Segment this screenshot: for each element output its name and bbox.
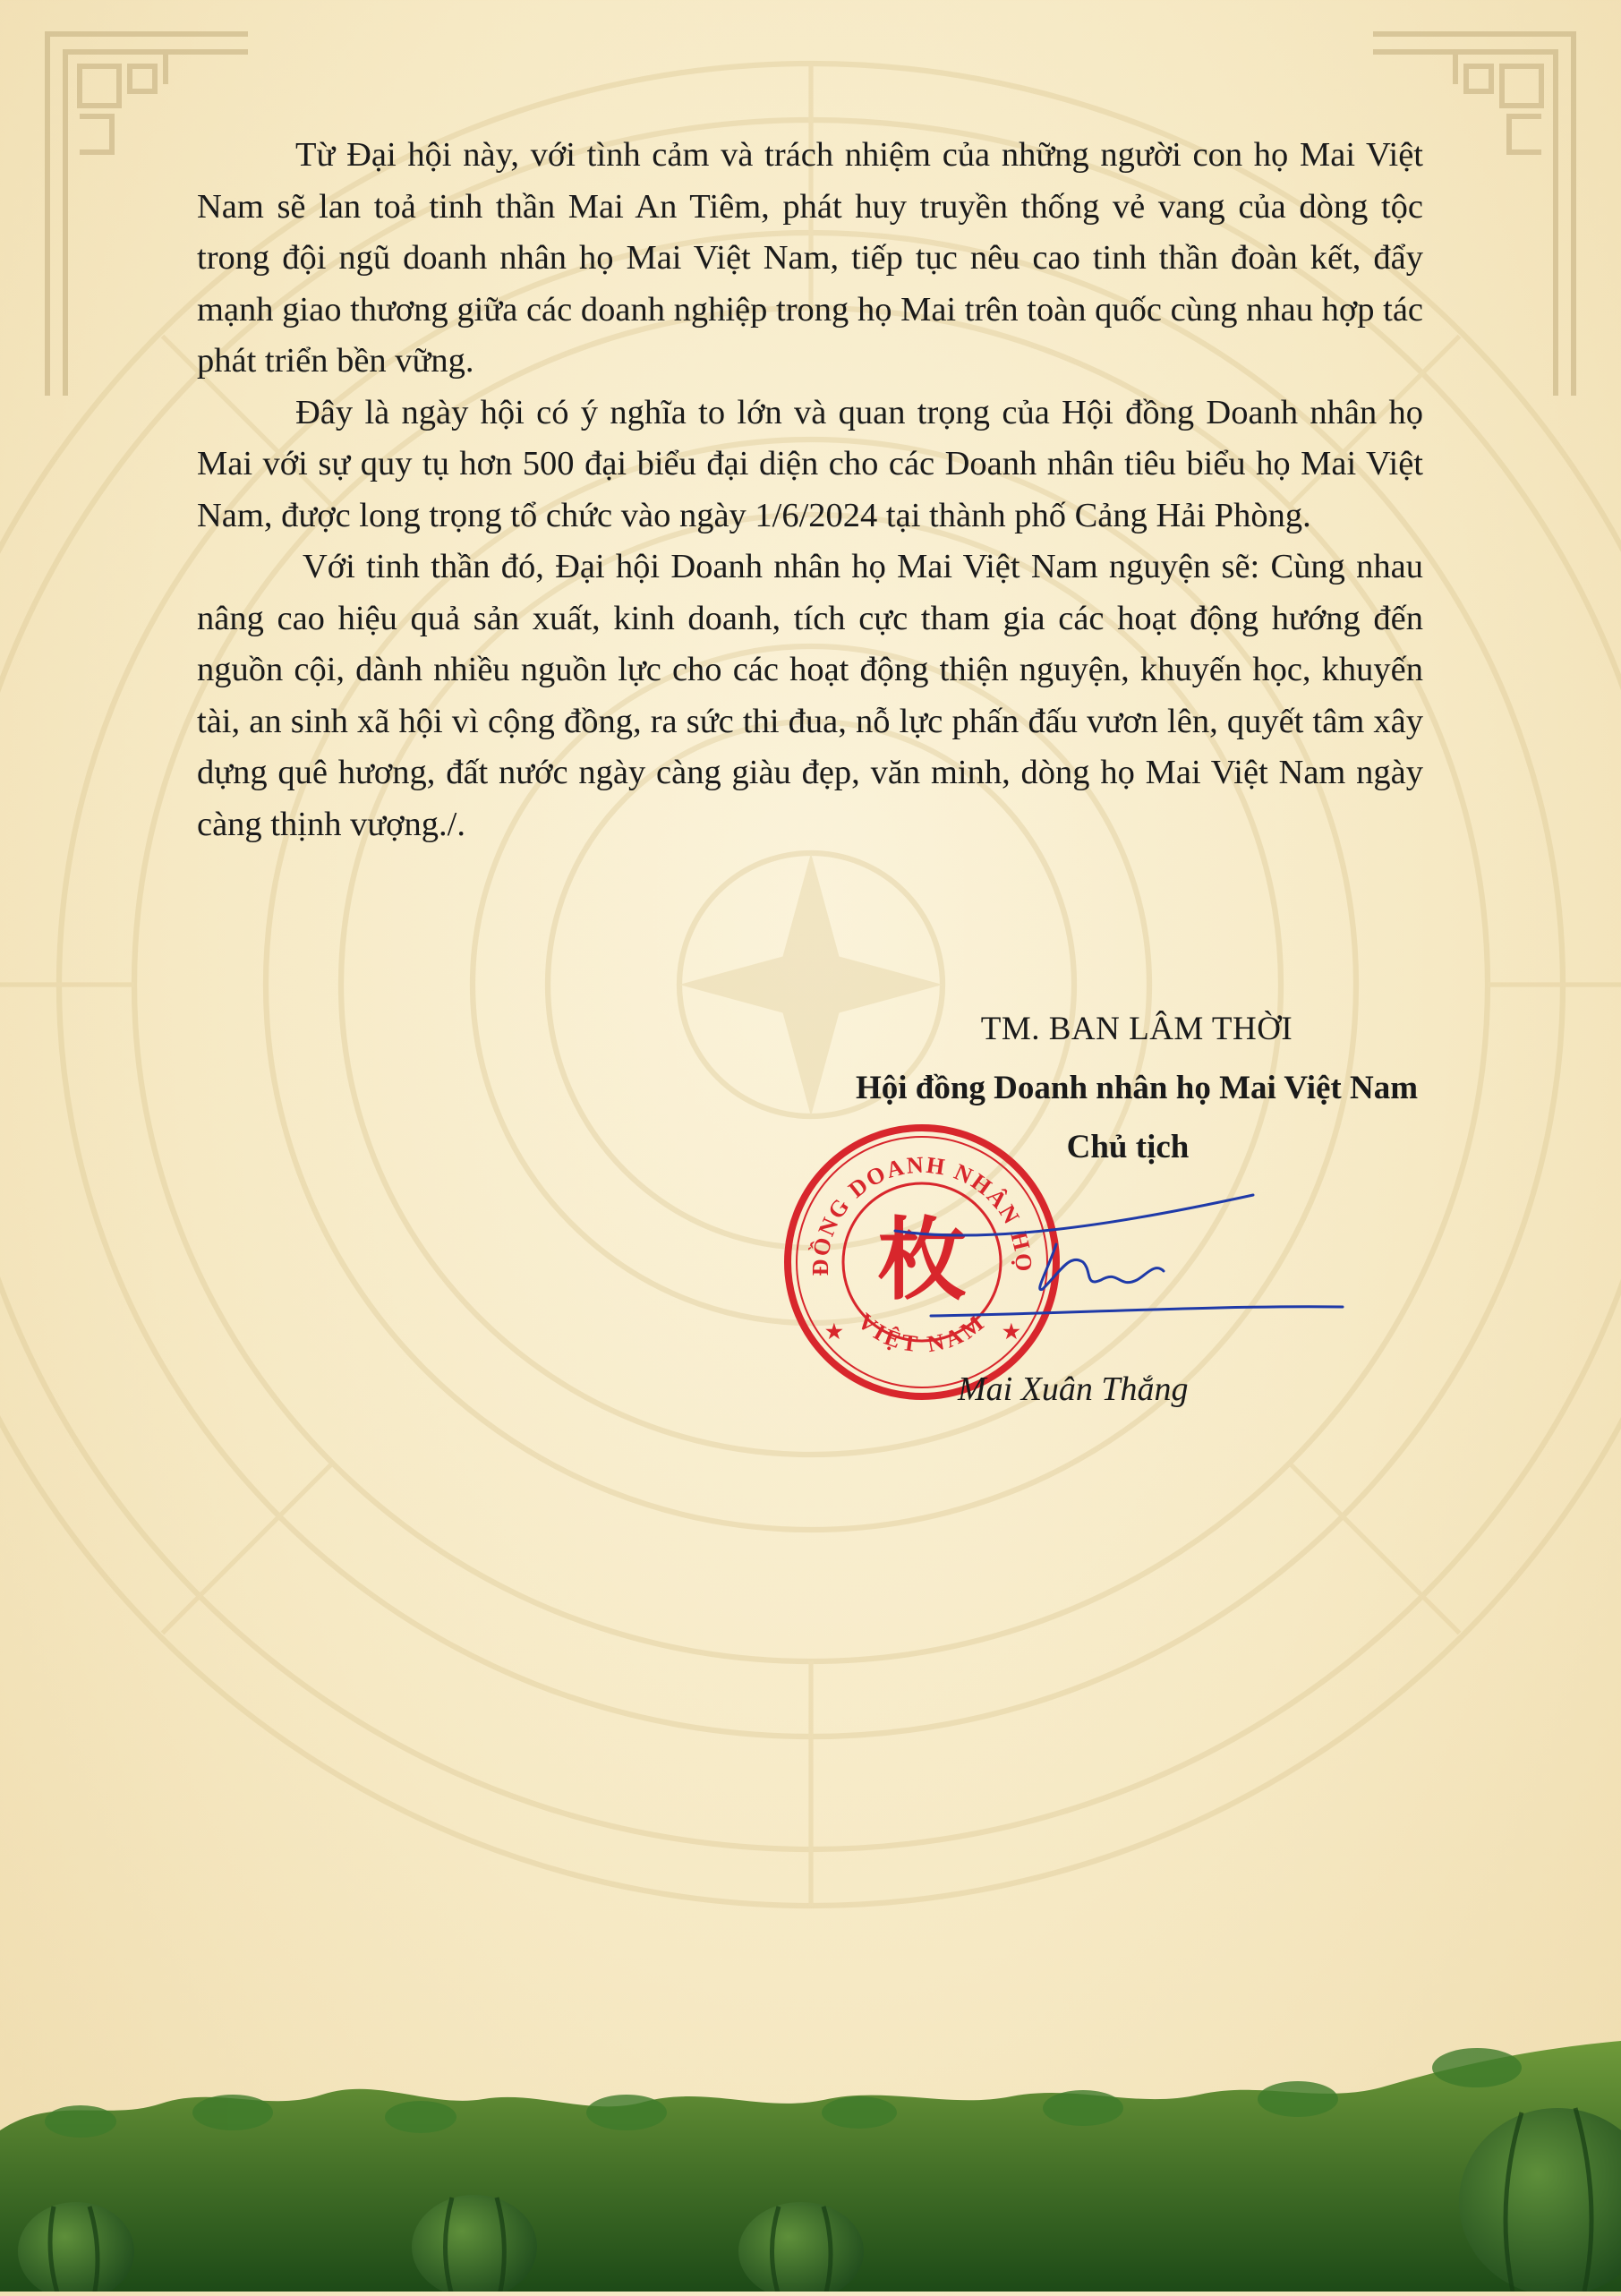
paragraph-2: Đây là ngày hội có ý nghĩa to lớn và quan trọng của Hội đồng Doanh nhân họ Mai với sự quy tụ hơn 500 đại biểu đại diện cho các Doanh nhân tiêu biểu họ Mai Việt Nam, được long trọng tổ chức vào ngày 1/6/2024 tại thành phố Cảng Hải Phòng. [197,393,1423,534]
paragraph-3: Với tinh thần đó, Đại hội Doanh nhân họ Mai Việt Nam nguyện sẽ: Cùng nhau nâng cao hiệu quả sản xuất, kinh doanh, tích cực tham gia các hoạt động hướng đến nguồn cội, dành nhiều nguồn lực cho các hoạt động thiện nguyện, khuyến học, khuyến tài, an sinh xã hội vì cộng đồng, ra sức thi đua, nỗ lực phấn đấu vươn lên, quyết tâm xây dựng quê hương, đất nước ngày càng giàu đẹp, văn minh, dòng họ Mai Việt Nam ngày càng thịnh vượng./. [197,548,1423,843]
watermelon-field-illustration [0,2023,1621,2292]
svg-text:★: ★ [1002,1320,1020,1343]
svg-text:枚: 枚 [877,1208,967,1312]
signer-organization: Hội đồng Doanh nhân họ Mai Việt Nam [855,1070,1419,1106]
body-text [197,130,1423,850]
handwritten-signature [877,1191,1361,1343]
signer-name: Mai Xuân Thắng [958,1370,1189,1408]
svg-text:VIỆT NAM: VIỆT NAM [852,1308,992,1358]
signer-role: TM. BAN LÂM THỜI [980,1011,1293,1047]
svg-text:HỘI ĐỒNG DOANH NHÂN HỌ MAI: ĐỒNG DOANH NHÂN HỌ [806,1151,1037,1276]
svg-text:★: ★ [825,1320,843,1343]
signer-title: Chủ tịch [1066,1129,1190,1165]
paragraph-1: Từ Đại hội này, với tình cảm và trách nhiệm của những người con họ Mai Việt Nam sẽ lan toả tinh thần Mai An Tiêm, phát huy truyền thống vẻ vang của dòng tộc trong đội ngũ doanh nhân họ Mai Việt Nam, tiếp tục nêu cao tinh thần đoàn kết, đẩy mạnh giao thương giữa các doanh nghiệp trong họ Mai trên toàn quốc cùng nhau hợp tác phát triển bền vững. [197,136,1423,380]
